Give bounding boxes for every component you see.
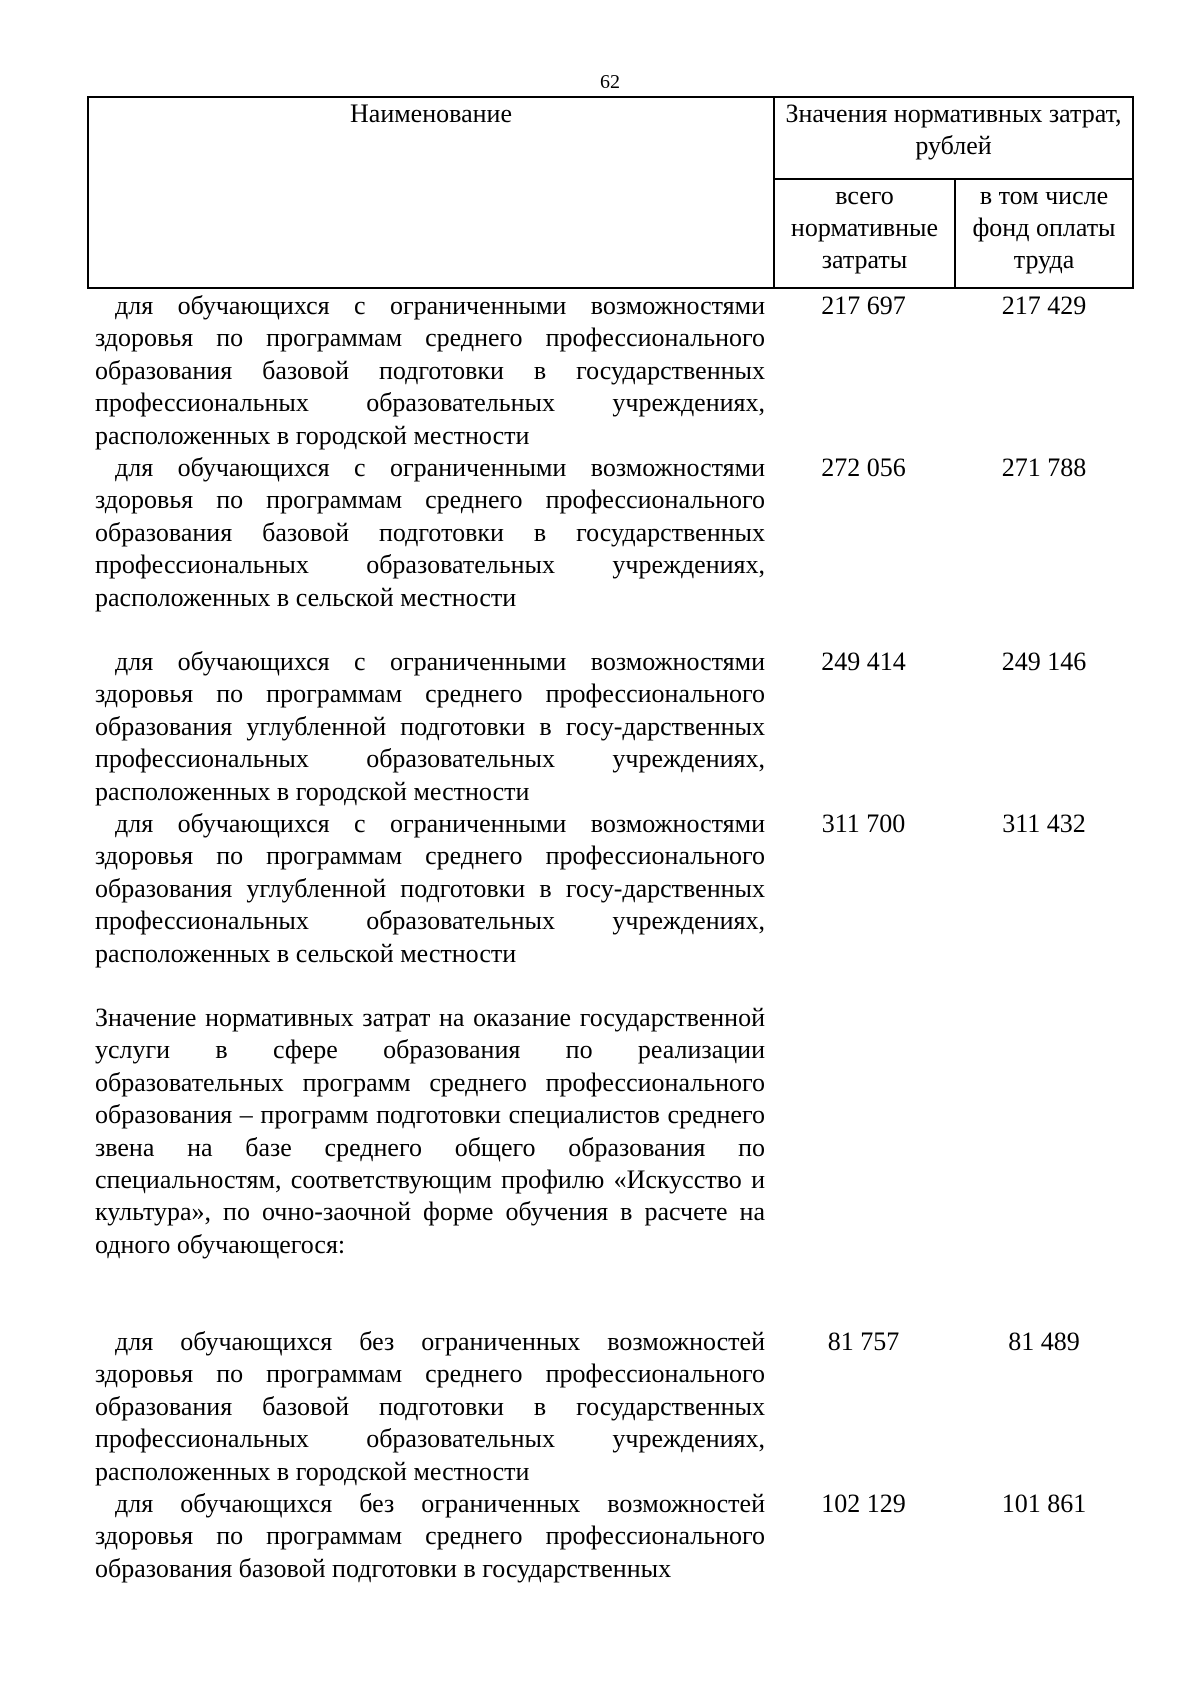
row-total-value: 249 414 [821,647,906,676]
row-total-value: 217 697 [821,291,906,320]
row-fund-value: 101 861 [1001,1489,1087,1518]
row-description: для обучающихся без ограниченных возможностей здоровья по программам среднего профессионального образования базовой подготовки в государственных [95,1489,765,1583]
row-total-value: 102 129 [821,1489,906,1518]
column-header-name: Наименование [89,98,775,287]
row-total-value: 311 700 [821,809,906,838]
row-fund-value: 217 429 [1001,291,1087,320]
section-heading: Значение нормативных затрат на оказание государственной услуги в сфере образования по реализации образовательных программ среднего профессионального образования – программ подготовки специалистов среднего звена на базе среднего общего образования по специальностям, соответствующим профилю «Искусство и культура», по очно-заочной форме обучения в расчете на одного обучающегося: [95,1003,765,1259]
row-fund-value: 311 432 [1002,809,1086,838]
row-fund-value: 249 146 [1001,647,1087,676]
row-total-value: 81 757 [827,1327,900,1356]
page-number: 62 [600,71,620,93]
row-description: для обучающихся с ограниченными возможностями здоровья по программам среднего профессионального образования базовой подготовки в государственных профессиональных образовательных учреждениях, расположенных в сельской местности [95,453,765,612]
row-description: для обучающихся с ограниченными возможностями здоровья по программам среднего профессионального образования углубленной подготовки в госу-дарственных профессиональных образовательных учреждениях, расположенных в городской местности [95,647,765,806]
row-description: для обучающихся с ограниченными возможностями здоровья по программам среднего профессионального образования базовой подготовки в государственных профессиональных образовательных учреждениях, расположенных в городской местности [95,291,765,450]
row-total-value: 272 056 [821,453,906,482]
row-description: для обучающихся без ограниченных возможностей здоровья по программам среднего профессионального образования базовой подготовки в государственных профессиональных образовательных учреждениях, расположенных в городской местности [95,1327,765,1486]
column-header-fund: в том числе фонд оплаты труда [972,181,1116,274]
row-fund-value: 271 788 [1001,453,1087,482]
row-fund-value: 81 489 [1008,1327,1080,1356]
row-description: для обучающихся с ограниченными возможностями здоровья по программам среднего профессионального образования углубленной подготовки в госу-дарственных профессиональных образовательных учреждениях, расположенных в сельской местности [95,809,765,968]
column-header-total: всего нормативные затраты [775,180,956,287]
column-header-values: Значения нормативных затрат, рублей [775,98,1132,180]
table-header [87,96,1134,289]
